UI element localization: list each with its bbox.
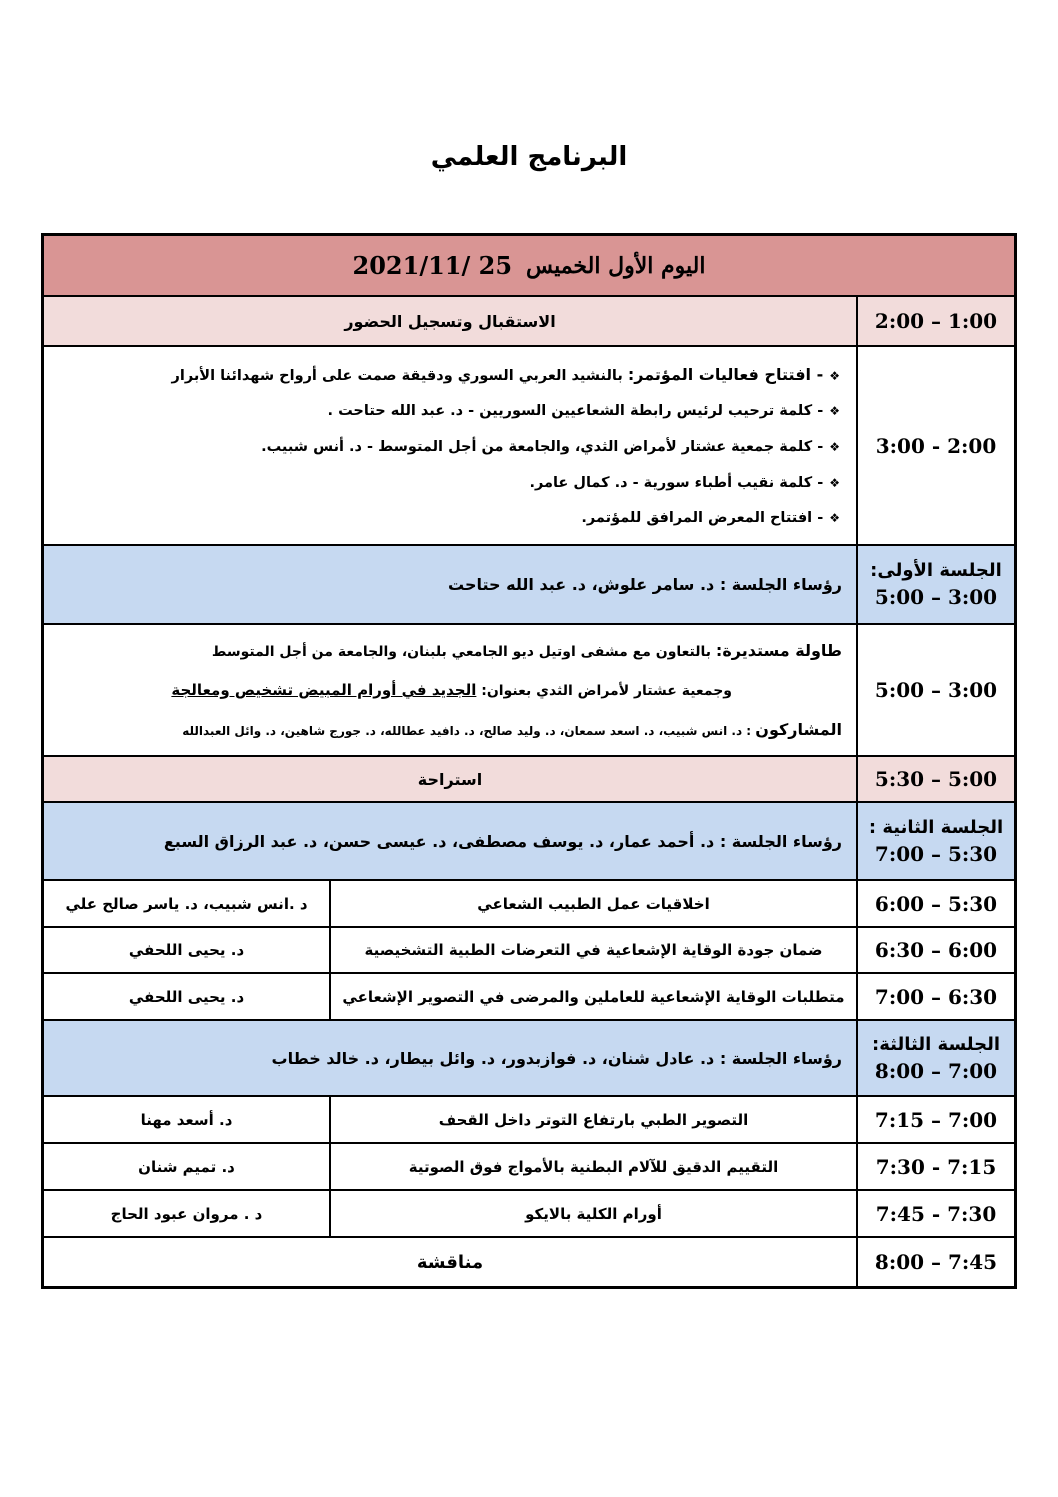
talk-row xyxy=(44,928,1014,974)
talk-topic: أورام الكلية بالايكو xyxy=(329,1191,856,1236)
talk-topic: متطلبات الوقاية الإشعاعية للعاملين والمرضى في التصوير الإشعاعي xyxy=(329,974,856,1019)
talk-topic: اخلاقيات عمل الطبيب الشعاعي xyxy=(329,881,856,926)
talk-row xyxy=(44,881,1014,928)
reception-row xyxy=(44,297,1014,347)
talk-row xyxy=(44,1097,1014,1144)
reception-text: الاستقبال وتسجيل الحضور xyxy=(44,297,856,345)
session3-row xyxy=(44,1021,1014,1097)
break-text: استراحة xyxy=(44,757,856,801)
talk-topic: التقييم الدقيق للآلام البطنية بالأمواج فوق الصوتية xyxy=(329,1144,856,1189)
page-title: البرنامج العلمي xyxy=(430,142,628,172)
talk-time: 6:30 – 6:00 xyxy=(856,928,1014,972)
roundtable-line: وجمعية عشتار لأمراض الثدي بعنوان: الجديد في أورام المبيض تشخيص ومعالجة xyxy=(171,680,732,699)
day-title: اليوم الأول الخميس xyxy=(526,252,706,279)
roundtable-row xyxy=(44,625,1014,757)
opening-item: ❖- كلمة جمعية عشتار لأمراض الثدي، والجامعة من أجل المتوسط - د. أنس شبيب. xyxy=(261,438,840,455)
opening-list xyxy=(44,347,856,544)
talk-speaker: د. أسعد مهنا xyxy=(140,1110,233,1129)
day-date: 2021/11/ 25 xyxy=(352,251,513,280)
discussion-text: مناقشة xyxy=(416,1251,484,1273)
talk-row xyxy=(44,1191,1014,1238)
session2-chairs: رؤساء الجلسة : د. أحمد عمار، د. يوسف مصطفى، د. عيسى حسن، د. عبد الرزاق السبع xyxy=(44,803,856,879)
opening-row xyxy=(44,347,1014,546)
talk-time: 6:00 – 5:30 xyxy=(856,881,1014,926)
talk-speaker: د. تميم شنان xyxy=(138,1157,235,1176)
talk-time: 7:45 - 7:30 xyxy=(856,1191,1014,1236)
talk-time: 7:00 – 6:30 xyxy=(856,974,1014,1019)
talk-speaker: د. يحيى اللحفي xyxy=(128,987,245,1006)
talk-time: 7:30 - 7:15 xyxy=(856,1144,1014,1189)
program-table xyxy=(41,233,1017,1289)
talk-speaker: د. يحيى اللحفي xyxy=(128,941,245,959)
talk-time: 7:15 – 7:00 xyxy=(856,1097,1014,1142)
talk-speaker: د .انس شبيب، د. ياسر صالح علي xyxy=(65,894,308,913)
talk-row xyxy=(44,1144,1014,1191)
break-row xyxy=(44,757,1014,803)
session1-row xyxy=(44,546,1014,625)
discussion-row xyxy=(44,1238,1014,1286)
roundtable-participants: المشاركون : د. انس شبيب، د. اسعد سمعان، د. وليد صالح، د. دافيد عطالله، د. جورج شاهين، د. وائل العبدالله xyxy=(182,719,842,739)
session1-time: الجلسة الأولى: 5:00 – 3:00 xyxy=(856,546,1014,623)
break-time: 5:30 – 5:00 xyxy=(856,757,1014,801)
session3-chairs: رؤساء الجلسة : د. عادل شنان، د. فوازبدور، د. وائل بيطار، د. خالد خطاب xyxy=(44,1021,856,1095)
opening-item: ❖- كلمة نقيب أطباء سورية - د. كمال عامر. xyxy=(529,474,840,491)
session3-time: الجلسة الثالثة: 8:00 – 7:00 xyxy=(856,1021,1014,1095)
opening-time: 3:00 - 2:00 xyxy=(856,347,1014,544)
talk-speaker: د . مروان عبود الحاج xyxy=(110,1204,263,1223)
talk-row xyxy=(44,974,1014,1021)
roundtable-details xyxy=(44,625,856,755)
opening-item: ❖- افتتاح المعرض المرافق للمؤتمر. xyxy=(581,510,840,527)
session1-chairs: رؤساء الجلسة : د. سامر علوش، د. عبد الله حتاحت xyxy=(44,546,856,623)
session2-row xyxy=(44,803,1014,881)
opening-item: ❖- افتتاح فعاليات المؤتمر: بالنشيد العربي السوري ودقيقة صمت على أرواح شهدائنا الأبرار xyxy=(171,364,840,384)
reception-time: 2:00 – 1:00 xyxy=(856,297,1014,345)
talk-topic: ضمان جودة الوقاية الإشعاعية في التعرضات الطبية التشخيصية xyxy=(329,928,856,972)
roundtable-line: طاولة مستديرة: بالتعاون مع مشفى اوتيل ديو الجامعي بلبنان، والجامعة من أجل المتوسط xyxy=(211,641,842,661)
session2-time: الجلسة الثانية : 7:00 – 5:30 xyxy=(856,803,1014,879)
discussion-time: 8:00 – 7:45 xyxy=(856,1238,1014,1286)
opening-item: ❖- كلمة ترحيب لرئيس رابطة الشعاعيين السوريين - د. عبد الله حتاحت . xyxy=(327,403,840,420)
talk-topic: التصوير الطبي بارتفاع التوتر داخل القحف xyxy=(329,1097,856,1142)
day-header xyxy=(44,236,1014,297)
roundtable-time: 5:00 – 3:00 xyxy=(856,625,1014,755)
